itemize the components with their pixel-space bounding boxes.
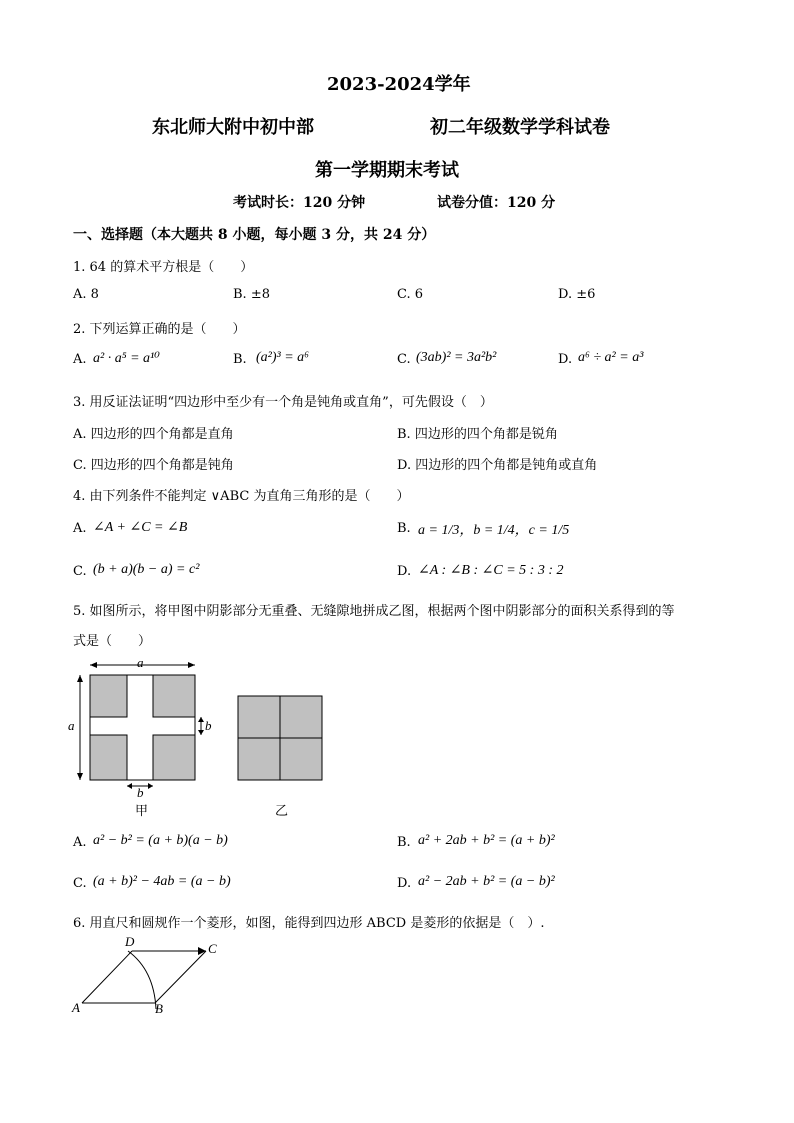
q5-option-d-label: D. — [397, 876, 412, 891]
figure-yi-caption: 乙 — [275, 804, 289, 819]
exam-score: 试卷分值：120 分 — [437, 195, 556, 211]
exam-year: 2023-2024学年 — [327, 74, 471, 95]
q5-option-b-label: B. — [397, 835, 411, 850]
q1-option-a: A. 8 — [73, 287, 99, 302]
q2-option-a: a² · a⁵ = a¹⁰ — [93, 351, 160, 366]
figure-yi — [236, 694, 324, 782]
q5-option-c-label: C. — [73, 876, 87, 891]
point-c-label: C — [208, 941, 217, 956]
question-2-stem: 2. 下列运算正确的是（ ） — [73, 322, 246, 337]
q1-option-b: B. ±8 — [233, 287, 270, 302]
q4-option-b: a = 1/3，b = 1/4，c = 1/5 — [418, 523, 570, 538]
q4-option-c-label: C. — [73, 564, 87, 579]
q2-option-b: (a²)³ = a⁶ — [256, 350, 310, 365]
figure-jia-label-b-right: b — [205, 718, 212, 733]
point-d-label: D — [125, 934, 135, 949]
q2-option-c: (3ab)² = 3a²b² — [416, 350, 497, 365]
school-name: 东北师大附中初中部 — [152, 117, 314, 138]
q2-option-a-label: A. — [73, 352, 87, 367]
point-b-label: B — [155, 1001, 163, 1016]
exam-subject: 初二年级数学学科试卷 — [430, 117, 610, 138]
question-5-stem-line1: 5. 如图所示，将甲图中阴影部分无重叠、无缝隙地拼成乙图，根据两个图中阴影部分的面积关系得到的等 — [73, 604, 675, 619]
question-1-stem: 1. 64 的算术平方根是（ ） — [73, 260, 254, 275]
figure-jia-caption: 甲 — [135, 804, 149, 819]
q3-option-d: D. 四边形的四个角都是钝角或直角 — [397, 458, 598, 473]
question-6-stem: 6. 用直尺和圆规作一个菱形，如图，能得到四边形 ABCD 是菱形的依据是（ ）. — [73, 916, 545, 931]
point-a-label: A — [72, 1000, 80, 1015]
q5-option-b: a² + 2ab + b² = (a + b)² — [418, 833, 555, 848]
q5-option-d: a² − 2ab + b² = (a − b)² — [418, 874, 555, 889]
q4-option-c: (b + a)(b − a) = c² — [93, 562, 200, 577]
figure-jia-label-a-top: a — [137, 655, 144, 670]
q1-option-c: C. 6 — [397, 287, 424, 302]
question-4-stem: 4. 由下列条件不能判定 ∨ABC 为直角三角形的是（ ） — [73, 489, 410, 504]
q3-option-a: A. 四边形的四个角都是直角 — [73, 427, 234, 442]
figure-rhombus — [70, 935, 230, 1020]
q4-option-a: ∠A + ∠C = ∠B — [93, 520, 188, 535]
q4-option-d: ∠A : ∠B : ∠C = 5 : 3 : 2 — [418, 563, 564, 578]
q4-option-b-label: B. — [397, 521, 411, 536]
figure-jia-label-a-left: a — [68, 718, 75, 733]
exam-term: 第一学期期末考试 — [315, 160, 459, 181]
q2-option-b-label: B. — [233, 352, 247, 367]
question-5-stem-line2: 式是（ ） — [73, 634, 152, 649]
q3-option-c: C. 四边形的四个角都是钝角 — [73, 458, 234, 473]
q1-option-d: D. ±6 — [558, 287, 596, 302]
q4-option-a-label: A. — [73, 521, 87, 536]
q3-option-b: B. 四边形的四个角都是锐角 — [397, 427, 558, 442]
q5-option-c: (a + b)² − 4ab = (a − b) — [93, 874, 231, 889]
section-title: 一、选择题（本大题共 8 小题，每小题 3 分，共 24 分） — [73, 227, 436, 243]
q2-option-d-label: D. — [558, 352, 573, 367]
q2-option-d: a⁶ ÷ a² = a³ — [578, 350, 644, 365]
q5-option-a: a² − b² = (a + b)(a − b) — [93, 833, 228, 848]
q2-option-c-label: C. — [397, 352, 411, 367]
question-3-stem: 3. 用反证法证明“四边形中至少有一个角是钝角或直角”，可先假设（ ） — [73, 395, 493, 410]
q5-option-a-label: A. — [73, 835, 87, 850]
figure-jia-label-b-bottom: b — [137, 785, 144, 800]
q4-option-d-label: D. — [397, 564, 412, 579]
exam-duration: 考试时长：120 分钟 — [233, 195, 366, 211]
